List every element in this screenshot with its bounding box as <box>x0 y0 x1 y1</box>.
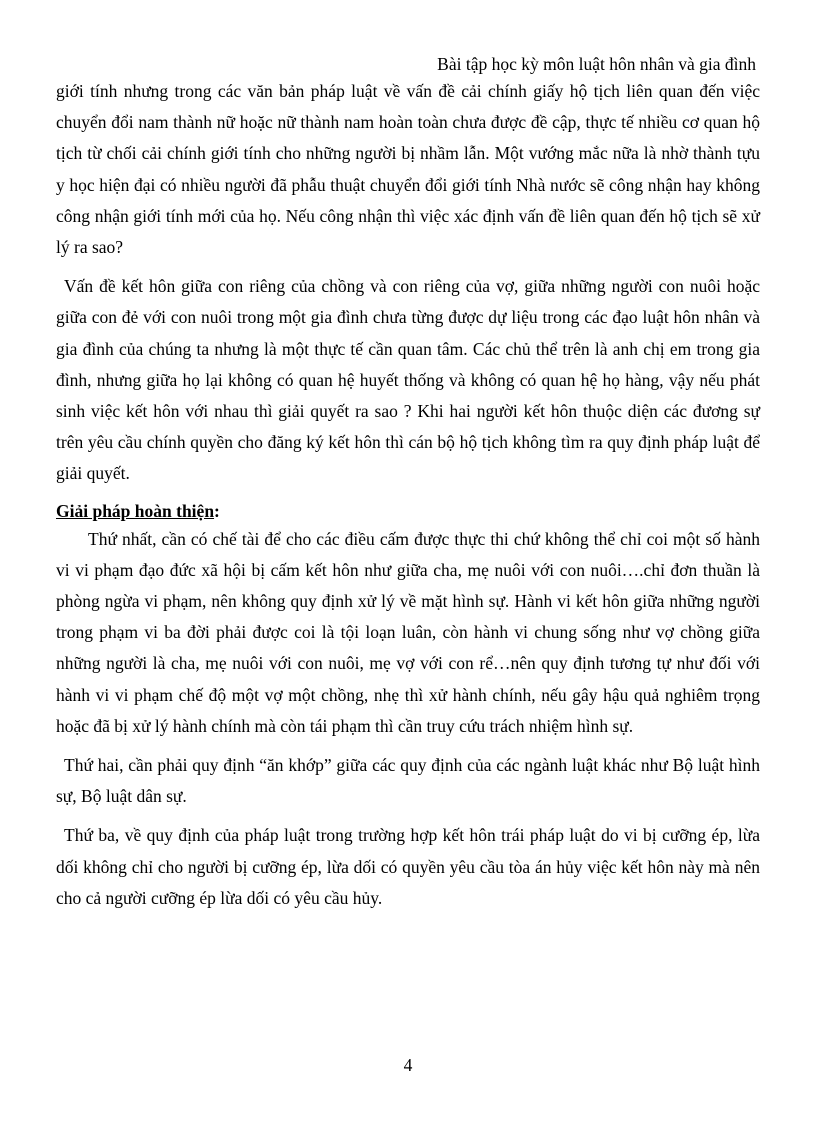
paragraph-solution-second: Thứ hai, cần phải quy định “ăn khớp” giữa các quy định của các ngành luật khác như Bộ luật hình sự, Bộ luật dân sự. <box>56 755 760 807</box>
paragraph-gender-correction: giới tính nhưng trong các văn bản pháp luật về vấn đề cải chính giấy hộ tịch liên quan đến việc chuyển đổi nam thành nữ hoặc nữ thành nam hoàn toàn chưa được đề cập, thực tế nhiều cơ quan hộ tịch từ chối cải chính giới tính cho những người bị nhầm lẫn. Một vướng mắc nữa là nhờ thành tựu y học hiện đại có nhiều người đã phẫu thuật chuyển đổi giới tính Nhà nước sẽ công nhận hay không công nhận giới tính mới của họ. Nếu công nhận thì việc xác định vấn đề liên quan đến hộ tịch sẽ xử lý ra sao? <box>56 81 760 258</box>
section-heading-colon: : <box>214 500 220 521</box>
section-heading-text: Giải pháp hoàn thiện <box>56 500 215 521</box>
section-heading <box>56 498 760 524</box>
paragraph-solution-third: Thứ ba, về quy định của pháp luật trong trường hợp kết hôn trái pháp luật do vi bị cưỡng ép, lừa dối không chỉ cho người bị cưỡng ép, lừa dối có quyền yêu cầu tòa án hủy việc kết hôn này mà nên cho cả người cưỡng ép lừa dối có yêu cầu hủy. <box>56 825 760 908</box>
paragraph-solution-first: Thứ nhất, cần có chế tài để cho các điều cấm được thực thi chứ không thể chỉ coi một số hành vi vi phạm đạo đức xã hội bị cấm kết hôn như giữa cha, mẹ nuôi với con nuôi….chỉ đơn thuần là phòng ngừa vi phạm, nên không quy định xử lý về mặt hình sự. Hành vi kết hôn giữa những người trong phạm vi ba đời phải được coi là tội loạn luân, còn hành vi chung sống như vợ chồng giữa những người là cha, mẹ nuôi với con nuôi, mẹ vợ với con rể…nên quy định tương tự như đối với hành vi vi phạm chế độ một vợ một chồng, nhẹ thì xử hành chính, nếu gây hậu quả nghiêm trọng hoặc đã bị xử lý hành chính mà còn tái phạm thì cần truy cứu trách nhiệm hình sự. <box>56 528 760 736</box>
running-header: Bài tập học kỳ môn luật hôn nhân và gia đình <box>437 54 756 74</box>
page-number: 4 <box>403 1055 413 1075</box>
paragraph-stepchildren-marriage: Vấn đề kết hôn giữa con riêng của chồng và con riêng của vợ, giữa những người con nuôi hoặc giữa con đẻ với con nuôi trong một gia đình chưa từng được dự liệu trong các đạo luật hôn nhân và gia đình của chúng ta nhưng là một thực tế cần quan tâm. Các chủ thể trên là anh chị em trong gia đình, nhưng giữa họ lại không có quan hệ huyết thống và không có quan hệ họ hàng, vậy nếu phát sinh việc kết hôn với nhau thì giải quyết ra sao ? Khi hai người kết hôn thuộc diện các đương sự trên yêu cầu chính quyền cho đăng ký kết hôn thì cán bộ hộ tịch không tìm ra quy định pháp luật để giải quyết. <box>56 276 760 484</box>
